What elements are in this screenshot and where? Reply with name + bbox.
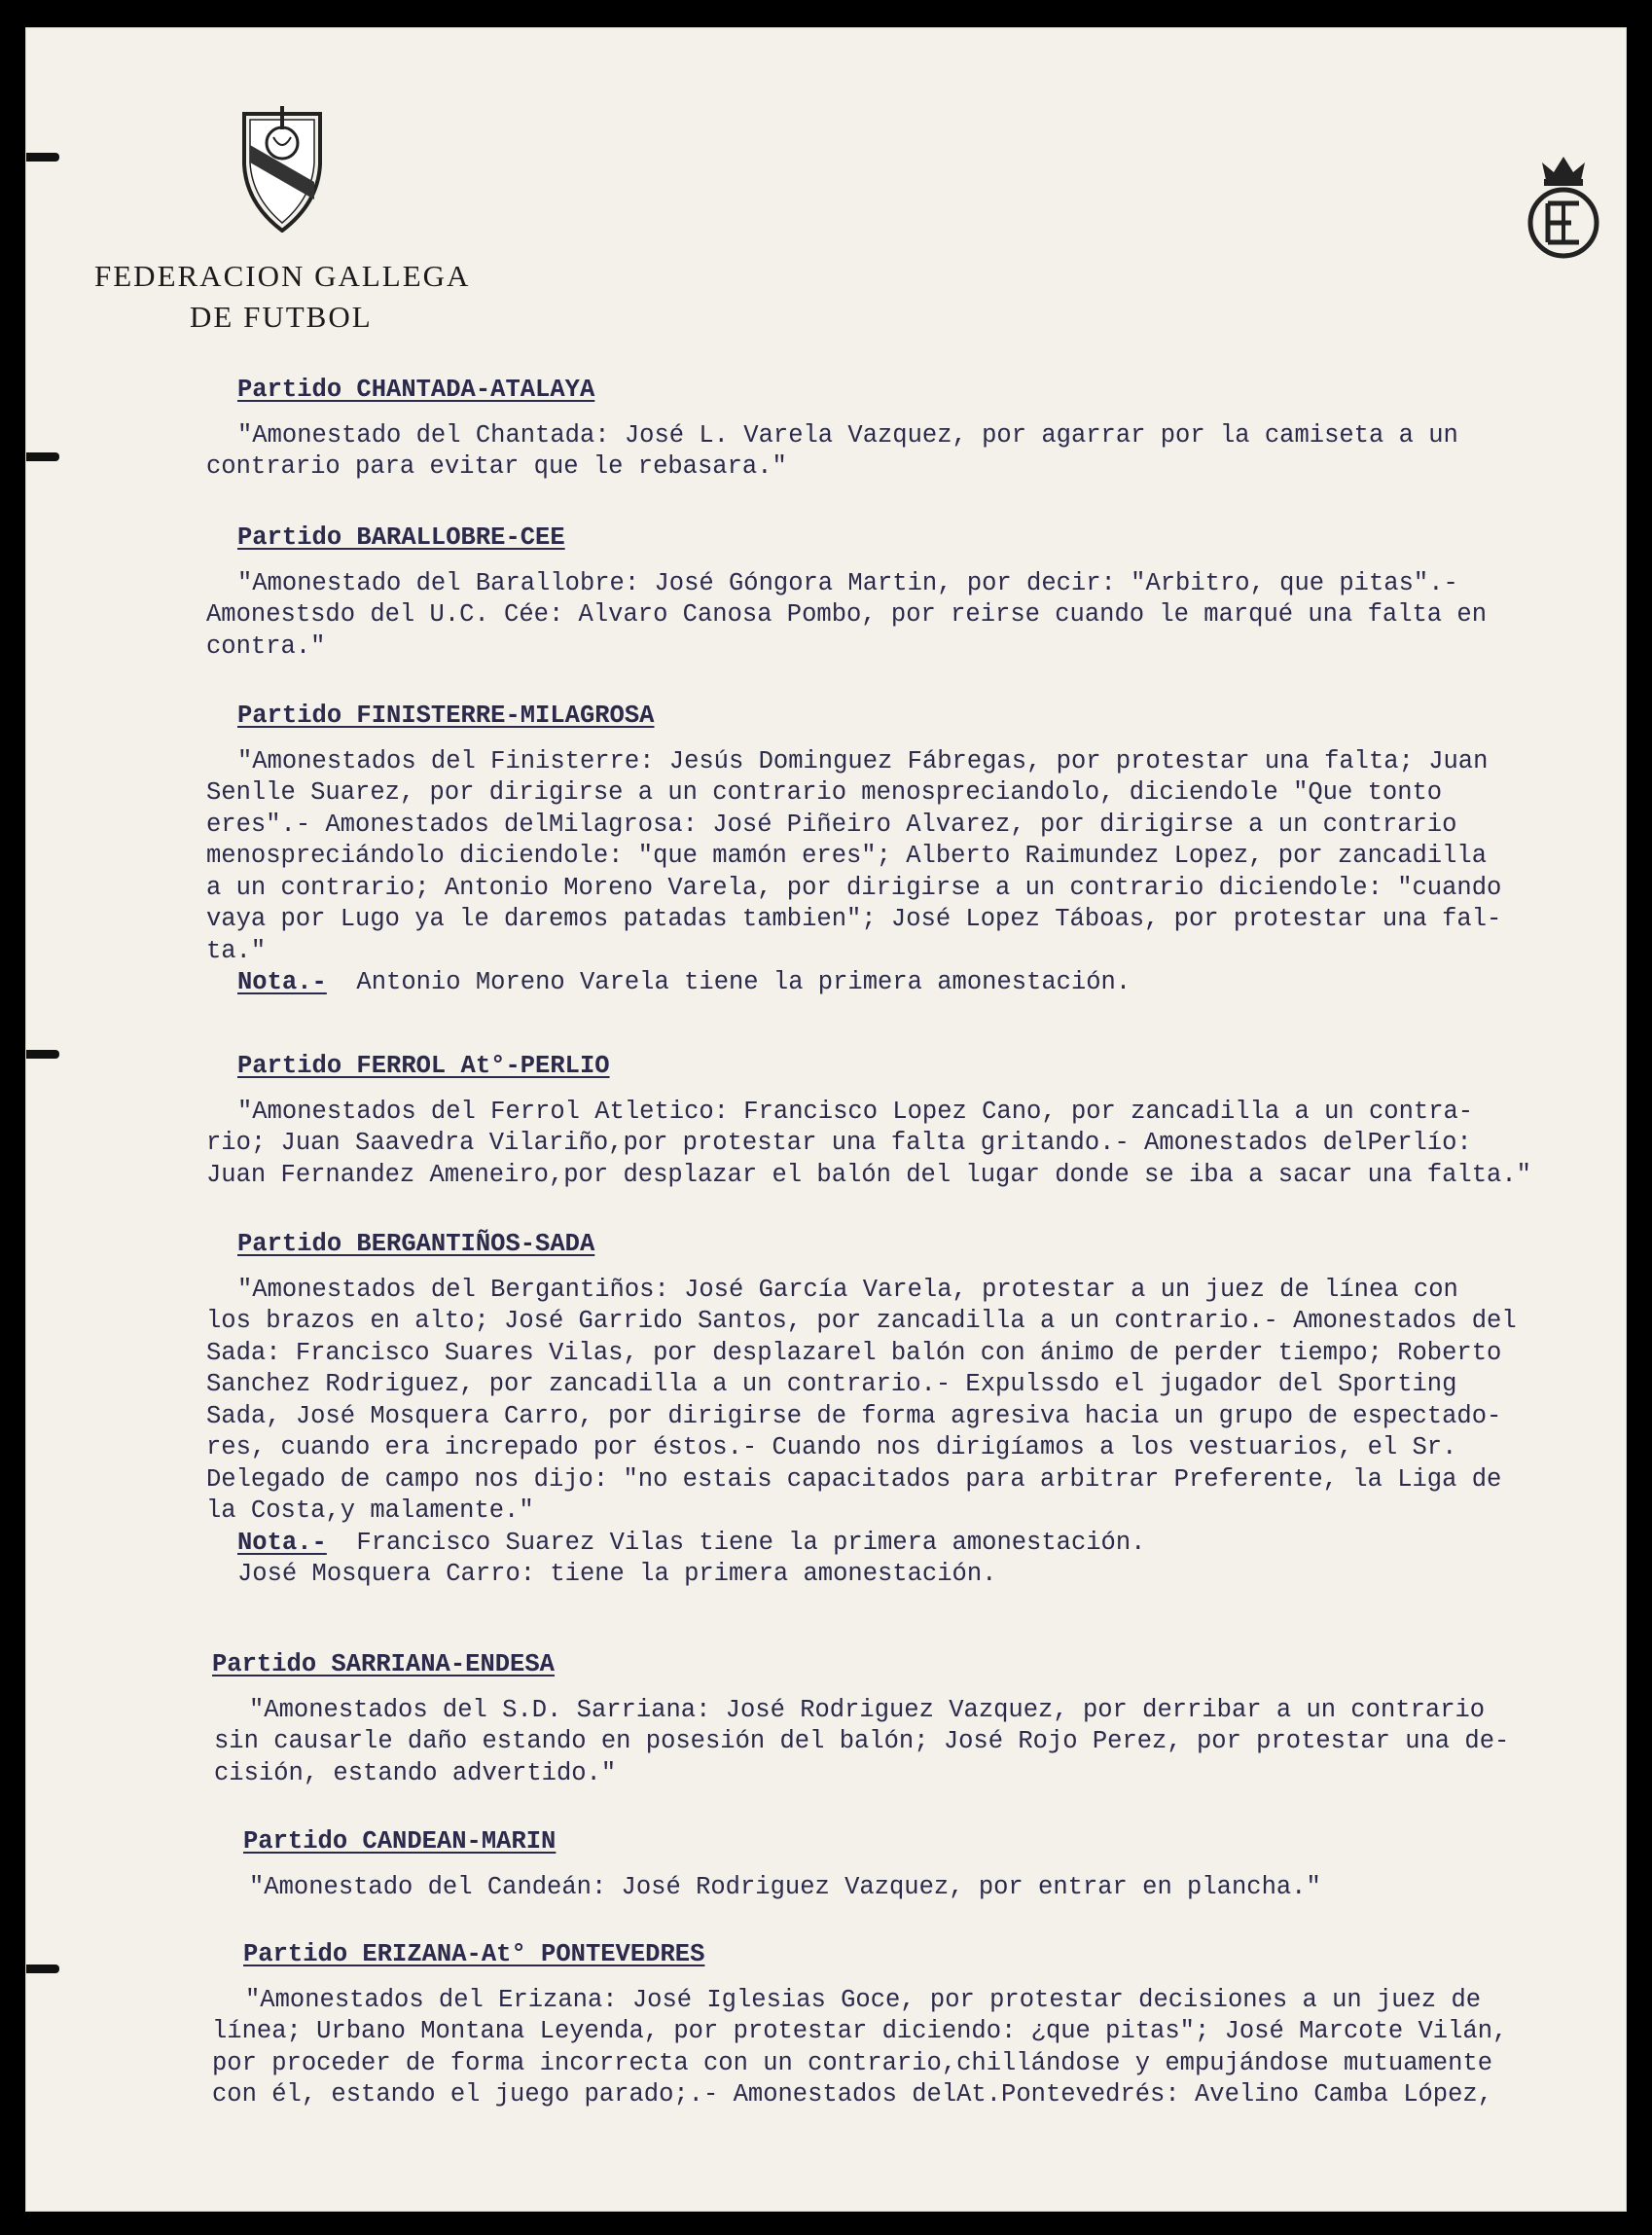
report-line: Sada: Francisco Suares Vilas, por desplazarel balón con ánimo de perder tiempo; Roberto xyxy=(206,1338,1502,1367)
report-line: "Amonestados del Finisterre: Jesús Dominguez Fábregas, por protestar una falta; Juan xyxy=(237,746,1489,775)
match-heading: Partido BERGANTIÑOS-SADA xyxy=(237,1230,595,1258)
org-line-1: FEDERACION GALLEGA xyxy=(94,259,471,293)
report-line: Juan Fernandez Ameneiro,por desplazar el balón del lugar donde se iba a sacar una falta." xyxy=(206,1160,1531,1189)
match-section xyxy=(206,375,1458,484)
report-line: la Costa,y malamente." xyxy=(206,1496,534,1525)
report-line: "Amonestado del Candeán: José Rodriguez Vazquez, por entrar en plancha." xyxy=(249,1872,1321,1901)
report-line: "Amonestado del Chantada: José L. Varela Vazquez, por agarrar por la camiseta a un xyxy=(237,420,1458,450)
match-report xyxy=(206,568,1487,664)
binder-tab xyxy=(26,1050,59,1059)
report-line: Sada, José Mosquera Carro, por dirigirse de forma agresiva hacia un grupo de espectado- xyxy=(206,1401,1502,1430)
match-heading: Partido CANDEAN-MARIN xyxy=(243,1827,557,1856)
report-line: contra." xyxy=(206,631,326,661)
match-section xyxy=(206,701,1502,999)
report-line: "Amonestados del Erizana: José Iglesias Goce, por protestar decisiones a un juez de xyxy=(245,1985,1482,2014)
note xyxy=(237,1528,1517,1560)
binder-tab xyxy=(26,153,59,162)
report-line: ta." xyxy=(206,936,267,965)
report-line: rio; Juan Saavedra Vilariño,por protestar una falta gritando.- Amonestados delPerlío: xyxy=(206,1129,1472,1157)
report-line: los brazos en alto; José Garrido Santos, por zancadilla a un contrario.- Amonestados del xyxy=(206,1307,1517,1335)
match-report xyxy=(206,420,1458,484)
note-text: Francisco Suarez Vilas tiene la primera amonestación. xyxy=(326,1528,1146,1557)
org-line-2: DE FUTBOL xyxy=(190,300,373,334)
match-heading: Partido ERIZANA-At° PONTEVEDRES xyxy=(243,1940,705,1968)
report-line: vaya por Lugo ya le daremos patadas tambien"; José Lopez Táboas, por protestar una fal- xyxy=(206,905,1502,933)
report-line: menospreciándolo diciendole: "que mamón eres"; Alberto Raimundez Lopez, por zancadilla xyxy=(206,842,1488,870)
report-line: cisión, estando advertido." xyxy=(214,1758,617,1787)
report-line: a un contrario; Antonio Moreno Varela, por dirigirse a un contrario diciendole: "cuando xyxy=(206,873,1502,902)
match-report xyxy=(206,746,1501,968)
organization-name xyxy=(85,256,513,338)
match-heading: Partido SARRIANA-ENDESA xyxy=(212,1650,555,1678)
report-line: Delegado de campo nos dijo: "no estais capacitados para arbitrar Preferente, la Liga de xyxy=(206,1464,1502,1494)
note-text: Antonio Moreno Varela tiene la primera amonestación. xyxy=(326,968,1131,996)
match-heading: Partido FERROL At°-PERLIO xyxy=(237,1052,610,1080)
match-section xyxy=(212,1939,1508,2111)
federacion-gallega-shield-icon xyxy=(240,106,324,233)
match-section xyxy=(243,1826,1321,1903)
match-report xyxy=(206,1097,1531,1192)
match-section xyxy=(206,523,1488,663)
report-line: "Amonestados del S.D. Sarriana: José Rodriguez Vazquez, por derribar a un contrario xyxy=(249,1695,1486,1724)
report-line: "Amonestados del Bergantiños: José García Varela, protestar a un juez de línea con xyxy=(237,1275,1458,1304)
note-label: Nota.- xyxy=(237,968,327,996)
report-line: sin causarle daño estando en posesión del balón; José Rojo Perez, por protestar una de- xyxy=(214,1727,1510,1755)
letterhead xyxy=(85,106,513,338)
binder-tab xyxy=(26,452,59,461)
match-heading: Partido CHANTADA-ATALAYA xyxy=(237,376,595,404)
report-line: línea; Urbano Montana Leyenda, por protestar diciendo: ¿que pitas"; José Marcote Vilán, xyxy=(212,2017,1508,2045)
report-line: contrario para evitar que le rebasara." xyxy=(206,452,787,481)
report-line: "Amonestados del Ferrol Atletico: Francisco Lopez Cano, por zancadilla a un contra- xyxy=(237,1097,1474,1126)
report-line: eres".- Amonestados delMilagrosa: José Piñeiro Alvarez, por dirigirse a un contrario xyxy=(206,810,1457,839)
report-line: Sanchez Rodriguez, por zancadilla a un contrario.- Expulssdo el jugador del Sporting xyxy=(206,1370,1457,1398)
report-line: res, cuando era increpado por éstos.- Cuando nos dirigíamos a los vestuarios, el Sr. xyxy=(206,1433,1457,1461)
match-section xyxy=(212,1649,1509,1789)
report-line: con él, estando el juego parado;.- Amonestados delAt.Pontevedrés: Avelino Camba López, xyxy=(212,2080,1493,2109)
report-line: por proceder de forma incorrecta con un contrario,chillándose y empujándose mutuamente xyxy=(212,2048,1493,2077)
match-report xyxy=(243,1872,1321,1904)
note-text: José Mosquera Carro: tiene la primera amonestación. xyxy=(237,1560,997,1588)
match-report xyxy=(212,1985,1507,2111)
match-report xyxy=(206,1275,1517,1528)
note-label: Nota.- xyxy=(237,1528,327,1557)
report-line: "Amonestado del Barallobre: José Góngora Martin, por decir: "Arbitro, que pitas".- xyxy=(237,568,1458,597)
match-section xyxy=(206,1229,1517,1591)
match-heading: Partido FINISTERRE-MILAGROSA xyxy=(237,702,655,730)
match-section xyxy=(206,1051,1531,1191)
royal-federation-crest-icon xyxy=(1523,153,1604,260)
match-heading: Partido BARALLOBRE-CEE xyxy=(237,523,565,552)
report-line: Amonestsdo del U.C. Cée: Alvaro Canosa Pombo, por reirse cuando le marqué una falta en xyxy=(206,600,1488,629)
royal-federation-crest xyxy=(1523,153,1604,265)
match-report xyxy=(212,1695,1509,1790)
note xyxy=(237,1559,1517,1591)
report-line: Senlle Suarez, por dirigirse a un contrario menospreciandolo, diciendole "Que tonto xyxy=(206,778,1443,807)
binder-tab xyxy=(26,1965,59,1973)
note xyxy=(237,967,1501,999)
